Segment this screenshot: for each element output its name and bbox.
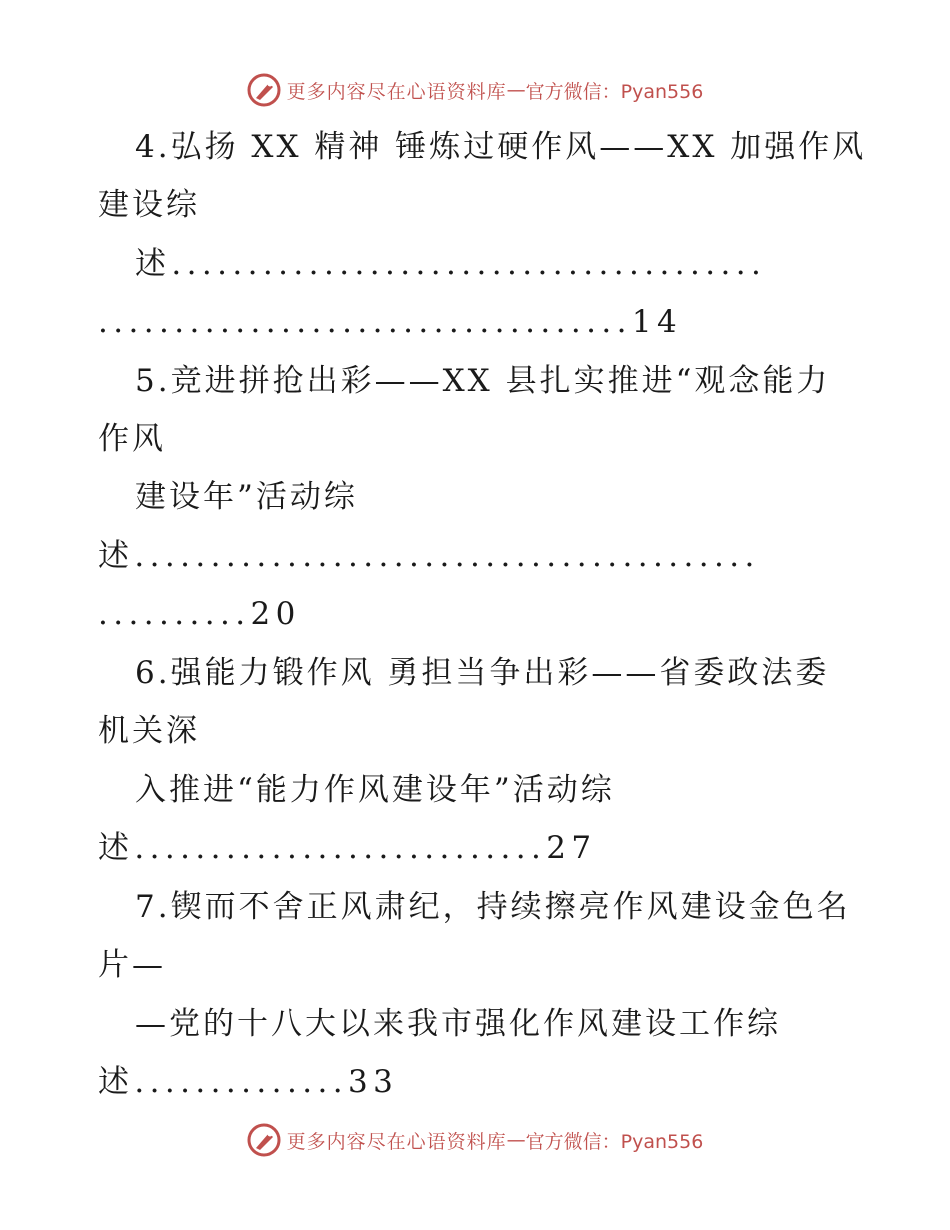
toc-line [0,468,950,526]
toc-line-text: ...................................14 [98,304,683,340]
toc-line [0,995,950,1053]
toc-line-text: 建设年”活动综 [135,479,358,515]
toc-line-text: 述......................................... [98,538,760,574]
toc-line-text: 入推进“能力作风建设年”活动综 [135,772,615,808]
pen-logo-icon [247,73,281,107]
toc-line-text: ..........20 [98,596,301,632]
pen-logo-icon [247,1123,281,1157]
toc-line-text: 作风 [98,421,166,457]
footer-text: 更多内容尽在心语资料库 [286,1130,507,1153]
page-footer [0,1120,950,1160]
footer-separator: — [506,1129,526,1151]
toc-line-text: 片— [98,947,166,983]
toc-line [0,118,950,176]
toc-line [0,644,950,702]
toc-line-text: 5.竞进拼抢出彩——XX 县扎实推进“观念能力 [135,363,831,399]
toc-line [0,936,950,994]
footer-wechat: 官方微信：Pyan556 [525,1130,704,1153]
toc-line [0,878,950,936]
header-text: 更多内容尽在心语资料库 [286,80,507,103]
toc-line [0,819,950,877]
toc-line-text: 4.弘扬 XX 精神 锤炼过硬作风——XX 加强作风 [135,129,867,165]
toc-line [0,761,950,819]
toc-line [0,352,950,410]
toc-line-text: 7.锲而不舍正风肃纪，持续擦亮作风建设金色名 [135,889,851,925]
toc-line [0,702,950,760]
toc-line [0,410,950,468]
toc-line [0,235,950,293]
header-wechat: 官方微信：Pyan556 [525,80,704,103]
toc-line [0,176,950,234]
page-header [0,70,950,110]
toc-line-text: 6.强能力锻作风 勇担当争出彩——省委政法委 [135,655,830,691]
toc-line-text: 述..............33 [98,1064,399,1100]
header-separator: — [506,79,526,101]
toc-line-text: 建设综 [98,187,200,223]
toc-line-text: —党的十八大以来我市强化作风建设工作综 [135,1006,781,1042]
toc-line-text: 述...........................27 [98,830,597,866]
toc-line [0,585,950,643]
toc-line-text: 机关深 [98,713,200,749]
toc-line [0,527,950,585]
toc-line [0,293,950,351]
toc-line-text: 述....................................... [135,246,767,282]
toc-line [0,1053,950,1111]
